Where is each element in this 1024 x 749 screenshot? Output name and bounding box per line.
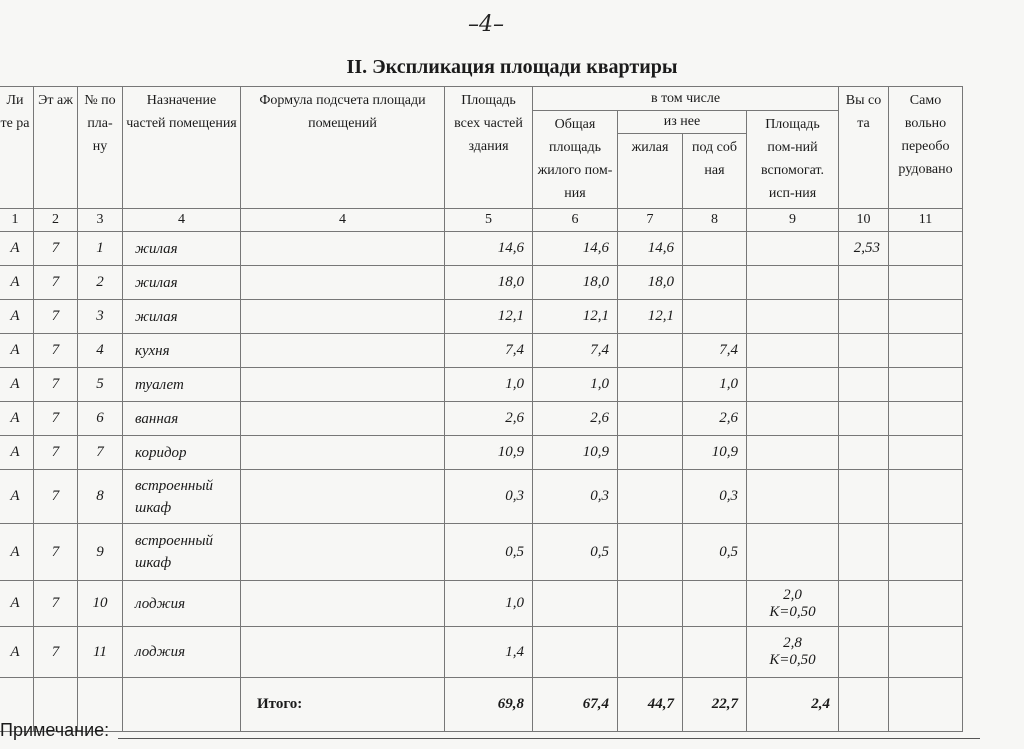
column-number: 3 [78, 209, 123, 232]
column-number: 5 [445, 209, 533, 232]
floor-cell: 7 [34, 334, 78, 368]
plan-number-cell: 11 [78, 627, 123, 678]
note-line [118, 738, 980, 739]
auxiliary-cell [747, 334, 839, 368]
litera-cell: А [0, 402, 34, 436]
area-total-cell: 18,0 [445, 266, 533, 300]
floor-cell: 7 [34, 436, 78, 470]
height-cell [839, 627, 889, 678]
living-cell [618, 524, 683, 581]
room-name-cell: лоджия [123, 581, 241, 627]
column-number: 11 [889, 209, 963, 232]
area-total-cell: 0,5 [445, 524, 533, 581]
auxiliary-cell [747, 266, 839, 300]
table-row [0, 581, 963, 627]
utility-cell [683, 266, 747, 300]
height-cell [839, 402, 889, 436]
auxiliary-cell [747, 627, 839, 678]
column-number: 4 [241, 209, 445, 232]
area-total-cell: 1,0 [445, 368, 533, 402]
living-total-cell: 7,4 [533, 334, 618, 368]
table-row [0, 232, 963, 266]
header-area-total: Площадь всех частей здания [445, 87, 533, 209]
litera-cell: А [0, 300, 34, 334]
formula-cell [241, 334, 445, 368]
floor-cell: 7 [34, 402, 78, 436]
litera-cell: А [0, 436, 34, 470]
area-total-cell: 7,4 [445, 334, 533, 368]
living-total-cell: 1,0 [533, 368, 618, 402]
plan-number-cell: 8 [78, 470, 123, 524]
column-number: 4 [123, 209, 241, 232]
utility-cell: 2,6 [683, 402, 747, 436]
self-reequipped-cell [889, 232, 963, 266]
header-formula: Формула подсчета площади помещений [241, 87, 445, 209]
living-cell [618, 402, 683, 436]
empty-cell [839, 678, 889, 732]
utility-cell: 1,0 [683, 368, 747, 402]
total-auxiliary: 2,4 [747, 678, 839, 732]
header-auxiliary: Площадь пом-ний вспомогат. исп-ния [747, 111, 839, 209]
table-row [0, 627, 963, 678]
column-number-row [0, 209, 963, 232]
floor-cell: 7 [34, 524, 78, 581]
living-cell [618, 470, 683, 524]
column-number: 7 [618, 209, 683, 232]
floor-cell: 7 [34, 368, 78, 402]
utility-cell [683, 627, 747, 678]
header-height: Вы со та [839, 87, 889, 209]
room-name-cell: кухня [123, 334, 241, 368]
room-name-cell: коридор [123, 436, 241, 470]
area-total-cell: 1,4 [445, 627, 533, 678]
living-total-cell: 18,0 [533, 266, 618, 300]
column-number: 6 [533, 209, 618, 232]
plan-number-cell: 5 [78, 368, 123, 402]
table-row [0, 266, 963, 300]
header-living-total: Общая площадь жилого пом-ния [533, 111, 618, 209]
page-number: –4– [468, 12, 504, 37]
table-row [0, 524, 963, 581]
height-cell [839, 266, 889, 300]
utility-cell: 0,3 [683, 470, 747, 524]
header-self-reequipped: Само вольно переобо рудовано [889, 87, 963, 209]
table-row [0, 436, 963, 470]
utility-cell [683, 581, 747, 627]
utility-cell: 0,5 [683, 524, 747, 581]
floor-cell: 7 [34, 627, 78, 678]
plan-number-cell: 3 [78, 300, 123, 334]
formula-cell [241, 300, 445, 334]
area-total-cell: 14,6 [445, 232, 533, 266]
floor-cell: 7 [34, 581, 78, 627]
auxiliary-cell [747, 524, 839, 581]
table-row [0, 470, 963, 524]
self-reequipped-cell [889, 334, 963, 368]
header-living: жилая [618, 134, 683, 209]
table-row [0, 300, 963, 334]
coefficient: К=0,50 [769, 652, 816, 668]
floor-cell: 7 [34, 300, 78, 334]
area-total-cell: 10,9 [445, 436, 533, 470]
living-total-cell: 12,1 [533, 300, 618, 334]
explication-table [0, 86, 963, 732]
living-cell [618, 334, 683, 368]
total-living: 44,7 [618, 678, 683, 732]
self-reequipped-cell [889, 402, 963, 436]
column-number: 9 [747, 209, 839, 232]
self-reequipped-cell [889, 470, 963, 524]
room-name-cell: лоджия [123, 627, 241, 678]
living-cell: 12,1 [618, 300, 683, 334]
page-title: II. Экспликация площади квартиры [346, 56, 678, 78]
plan-number-cell: 7 [78, 436, 123, 470]
auxiliary-cell [747, 300, 839, 334]
living-cell [618, 436, 683, 470]
floor-cell: 7 [34, 232, 78, 266]
total-utility: 22,7 [683, 678, 747, 732]
floor-cell: 7 [34, 470, 78, 524]
litera-cell: А [0, 627, 34, 678]
living-cell: 18,0 [618, 266, 683, 300]
height-cell [839, 334, 889, 368]
room-name-cell: жилая [123, 300, 241, 334]
living-total-cell [533, 581, 618, 627]
height-cell [839, 524, 889, 581]
self-reequipped-cell [889, 524, 963, 581]
note-label: Примечание: [0, 720, 110, 740]
living-total-cell: 2,6 [533, 402, 618, 436]
litera-cell: А [0, 368, 34, 402]
living-total-cell: 10,9 [533, 436, 618, 470]
table-row [0, 368, 963, 402]
formula-cell [241, 266, 445, 300]
column-number: 1 [0, 209, 34, 232]
table-row [0, 334, 963, 368]
total-label: Итого: [241, 678, 445, 732]
area-total-cell: 0,3 [445, 470, 533, 524]
plan-number-cell: 1 [78, 232, 123, 266]
coefficient: К=0,50 [769, 603, 816, 620]
auxiliary-cell [747, 436, 839, 470]
empty-cell [123, 678, 241, 732]
header-row-1 [0, 87, 963, 111]
formula-cell [241, 627, 445, 678]
room-name-cell: жилая [123, 266, 241, 300]
self-reequipped-cell [889, 266, 963, 300]
room-name-cell: встроенный шкаф [123, 524, 241, 581]
self-reequipped-cell [889, 300, 963, 334]
formula-cell [241, 368, 445, 402]
living-total-cell [533, 627, 618, 678]
living-cell [618, 627, 683, 678]
living-total-cell: 0,3 [533, 470, 618, 524]
plan-number-cell: 6 [78, 402, 123, 436]
formula-cell [241, 524, 445, 581]
plan-number-cell: 2 [78, 266, 123, 300]
plan-number-cell: 4 [78, 334, 123, 368]
column-number: 10 [839, 209, 889, 232]
total-area: 69,8 [445, 678, 533, 732]
height-cell: 2,53 [839, 232, 889, 266]
formula-cell [241, 581, 445, 627]
utility-cell: 7,4 [683, 334, 747, 368]
area-total-cell: 1,0 [445, 581, 533, 627]
height-cell [839, 470, 889, 524]
plan-number-cell: 10 [78, 581, 123, 627]
header-plan-number: № по пла- ну [78, 87, 123, 209]
litera-cell: А [0, 524, 34, 581]
formula-cell [241, 232, 445, 266]
self-reequipped-cell [889, 436, 963, 470]
header-purpose: Назначение частей помещения [123, 87, 241, 209]
plan-number-cell: 9 [78, 524, 123, 581]
height-cell [839, 436, 889, 470]
formula-cell [241, 436, 445, 470]
litera-cell: А [0, 470, 34, 524]
column-number: 8 [683, 209, 747, 232]
area-total-cell: 12,1 [445, 300, 533, 334]
room-name-cell: жилая [123, 232, 241, 266]
room-name-cell: ванная [123, 402, 241, 436]
height-cell [839, 581, 889, 627]
header-utility: под соб ная [683, 134, 747, 209]
header-including: в том числе [533, 87, 839, 111]
area-total-cell: 2,6 [445, 402, 533, 436]
header-of-which: из нее [618, 111, 747, 134]
auxiliary-area: 2,8 [783, 635, 802, 651]
self-reequipped-cell [889, 581, 963, 627]
table-row [0, 402, 963, 436]
living-total-cell: 0,5 [533, 524, 618, 581]
total-row [0, 678, 963, 732]
living-total-cell: 14,6 [533, 232, 618, 266]
floor-cell: 7 [34, 266, 78, 300]
auxiliary-cell [747, 232, 839, 266]
auxiliary-cell [747, 402, 839, 436]
empty-cell [889, 678, 963, 732]
litera-cell: А [0, 334, 34, 368]
self-reequipped-cell [889, 368, 963, 402]
litera-cell: А [0, 581, 34, 627]
utility-cell [683, 300, 747, 334]
auxiliary-cell [747, 470, 839, 524]
auxiliary-cell [747, 581, 839, 627]
formula-cell [241, 402, 445, 436]
litera-cell: А [0, 266, 34, 300]
room-name-cell: туалет [123, 368, 241, 402]
auxiliary-area: 2,0 [783, 586, 802, 603]
room-name-cell: встроенный шкаф [123, 470, 241, 524]
living-cell: 14,6 [618, 232, 683, 266]
living-cell [618, 368, 683, 402]
litera-cell: А [0, 232, 34, 266]
header-litera: Ли те ра [0, 87, 34, 209]
utility-cell: 10,9 [683, 436, 747, 470]
living-cell [618, 581, 683, 627]
height-cell [839, 368, 889, 402]
utility-cell [683, 232, 747, 266]
self-reequipped-cell [889, 627, 963, 678]
formula-cell [241, 470, 445, 524]
auxiliary-cell [747, 368, 839, 402]
height-cell [839, 300, 889, 334]
header-floor: Эт аж [34, 87, 78, 209]
total-living-total: 67,4 [533, 678, 618, 732]
column-number: 2 [34, 209, 78, 232]
